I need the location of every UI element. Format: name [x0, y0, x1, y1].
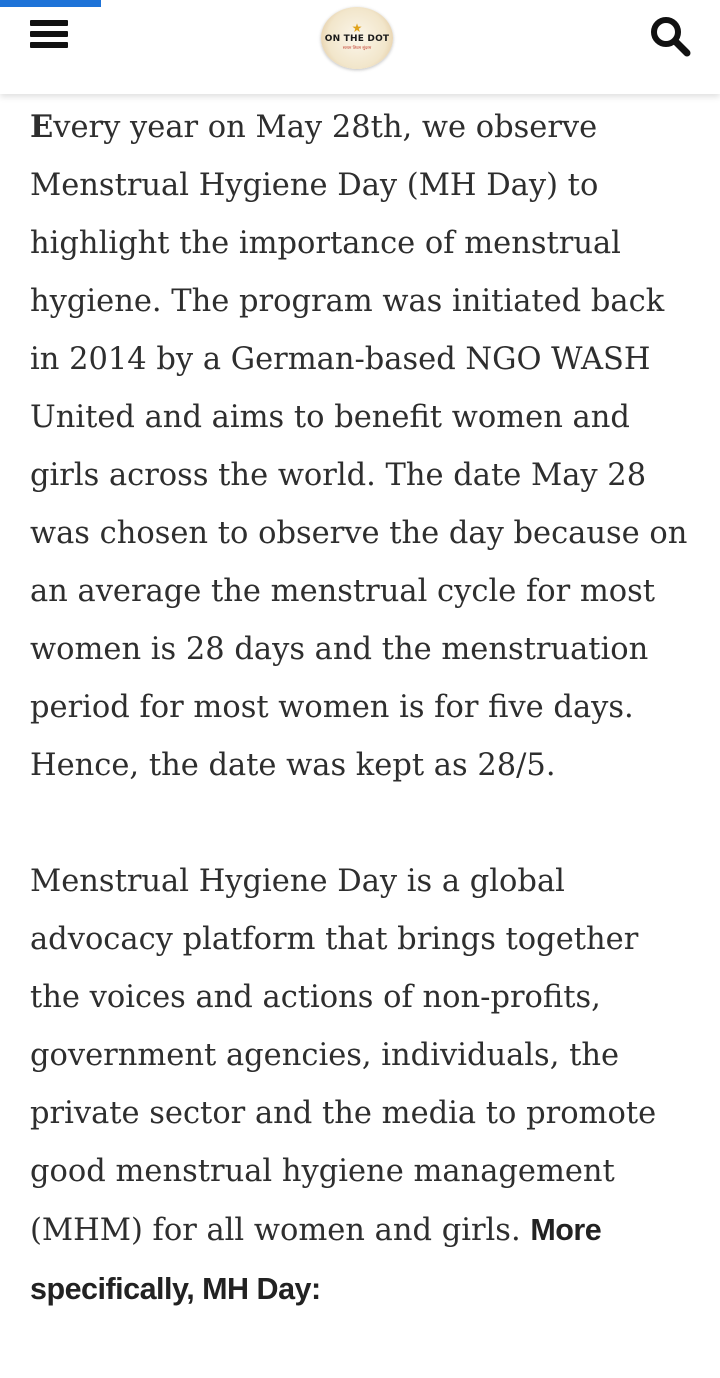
paragraph-text: very year on May 28th, we observe Menstrual Hygiene Day (MH Day) to highlight the importance of menstrual hygiene. The program was initiated back in 2014 by a German-based NGO WASH United and aims to benefit women and girls across the world. The date May 28 was chosen to observe the day because on an average the menstrual cycle for most women is 28 days and the menstruation period for most women is for five days. Hence, the date was kept as 28/5. — [30, 110, 688, 783]
bold-lead-text: More specifically, MH Day: — [30, 1213, 602, 1306]
first-letter: E — [30, 109, 54, 145]
logo-tagline: सत्यम शिवम सुंदरम — [342, 44, 372, 50]
star-icon: ★ — [351, 20, 363, 35]
reading-progress-fill — [0, 0, 101, 7]
paragraph-text: Menstrual Hygiene Day is a global advocacy platform that brings together the voices and actions of non-profits, government agencies, individuals, the private sector and the media to promote good menstrual hygiene management (MHM) for all women and girls. — [30, 864, 657, 1248]
article-paragraph — [30, 98, 690, 795]
article-paragraph — [30, 853, 690, 1319]
article-body — [30, 98, 690, 1319]
search-icon[interactable] — [648, 14, 692, 58]
logo-title: ON THE DOT — [324, 33, 390, 44]
site-header — [0, 0, 720, 94]
site-logo[interactable] — [321, 7, 393, 69]
hamburger-menu-icon[interactable] — [30, 20, 70, 50]
reading-progress-bar — [0, 0, 720, 7]
